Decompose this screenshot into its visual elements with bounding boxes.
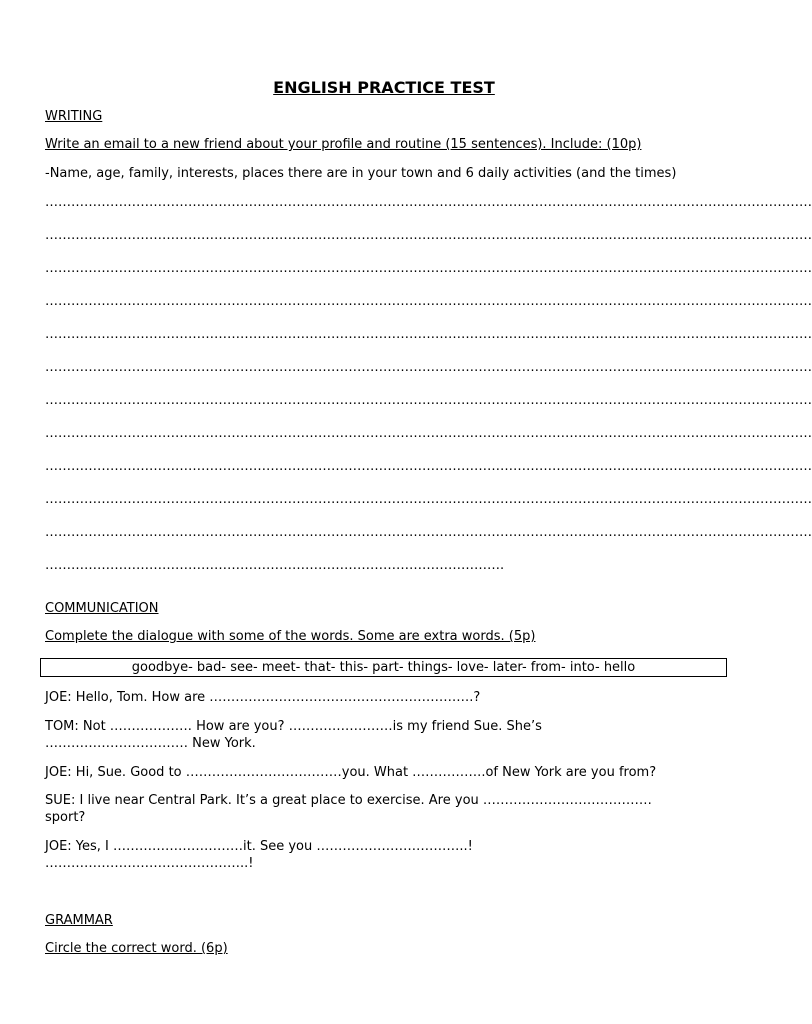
- answer-line[interactable]: ……………………………………………………………………………………………………………………………………………………………: [45, 393, 812, 408]
- page-title: ENGLISH PRACTICE TEST: [273, 78, 495, 97]
- dialogue-line: JOE: Hi, Sue. Good to ………………………………you. What ……………..of New York are you from?: [45, 765, 657, 780]
- dialogue-line: SUE: I live near Central Park. It’s a great place to exercise. Are you …………………………………: [45, 793, 652, 808]
- grammar-instruction: Circle the correct word. (6p): [45, 941, 228, 956]
- answer-line[interactable]: ……………………………………………………………………………………………………………………………………………………………: [45, 525, 812, 540]
- dialogue-line: ………………………………………..!: [45, 856, 254, 871]
- writing-details: -Name, age, family, interests, places there are in your town and 6 daily activities (and the times): [45, 166, 677, 181]
- answer-line[interactable]: ……………………………………………………………………………………………………………………………………………………………: [45, 327, 812, 342]
- dialogue-line: TOM: Not ………………. How are you? ……………………is my friend Sue. She’s: [45, 719, 542, 734]
- answer-line[interactable]: ……………………………………………………………………………………………………………………………………………………………: [45, 459, 812, 474]
- writing-instruction: Write an email to a new friend about your profile and routine (15 sentences). Include: (10p): [45, 137, 642, 152]
- answer-line[interactable]: ……………………………………………………………………………………………………………………………………………………………: [45, 195, 812, 210]
- answer-line[interactable]: ……………………………………………………………………………………………………………………………………………………………: [45, 360, 812, 375]
- dialogue-line: …………………………… New York.: [45, 736, 256, 751]
- communication-heading: COMMUNICATION: [45, 601, 159, 616]
- word-bank: goodbye- bad- see- meet- that- this- part- things- love- later- from- into- hello: [40, 658, 727, 677]
- answer-line[interactable]: ……………………………………………………………………………………………………………………………………………………………: [45, 294, 812, 309]
- dialogue-line: sport?: [45, 810, 86, 825]
- answer-line[interactable]: ……………………………………………………………………………………………………………………………………………………………: [45, 426, 812, 441]
- dialogue-line: JOE: Yes, I …………………………it. See you ……………………………..!: [45, 839, 473, 854]
- communication-instruction: Complete the dialogue with some of the words. Some are extra words. (5p): [45, 629, 536, 644]
- answer-line[interactable]: ……………………………………………………………………………………………………………………………………………………………: [45, 492, 812, 507]
- answer-line[interactable]: ……………………………………………………………………………………………………………………………………………………………: [45, 228, 812, 243]
- dialogue-line: JOE: Hello, Tom. How are …………………………………………………….?: [45, 690, 481, 705]
- writing-heading: WRITING: [45, 109, 103, 124]
- answer-line[interactable]: ……………………………………………………………………………………………………………………………………………………………: [45, 261, 812, 276]
- grammar-heading: GRAMMAR: [45, 913, 113, 928]
- answer-line-last[interactable]: …………………………………………………………………………………………….: [45, 558, 505, 573]
